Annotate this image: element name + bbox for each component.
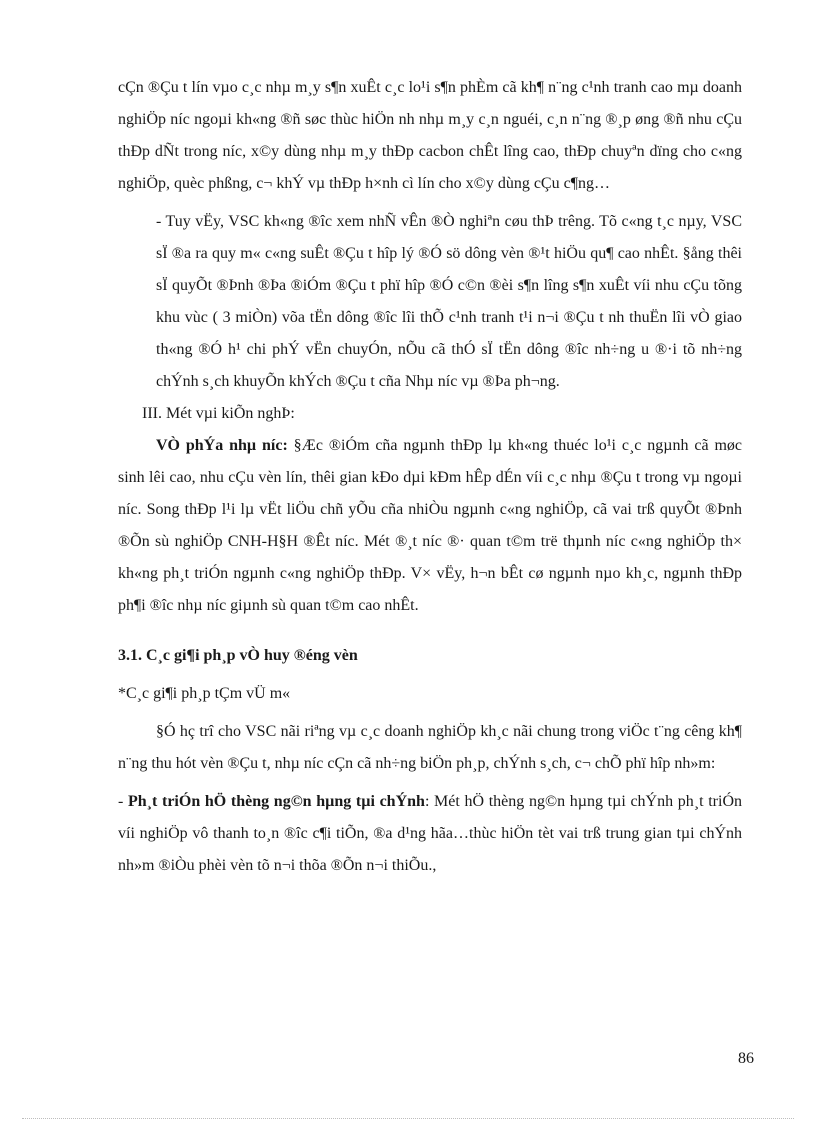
paragraph-2: - Tuy vËy, VSC kh«ng ®îc xem nhÑ vÊn ®Ò nghiªn cøu thÞ trêng. Tõ c«ng t¸c nµy, VSC sÏ ®a ra quy m« c«ng suÊt ®Çu t hîp lý ®Ó sö dông vèn ®¹t hiÖu qu¶ cao nhÊt. §ång thêi sÏ quyÕt ®Þnh ®Þa ®iÓm ®Çu t phï hîp ®Ó c©n ®èi s¶n lîng s¶n xuÊt víi nhu cÇu tõng khu vùc ( 3 miÒn) võa tËn dông ®îc lîi thÕ c¹nh tranh t¹i n¬i ®Çu t nh thuËn lîi vÒ giao th«ng ®Ó h¹ chi phÝ vËn chuyÓn, nÕu cã thÓ sÏ tËn dông ®îc nh÷ng u ®·i tõ nh÷ng chÝnh s¸ch khuyÕn khÝch ®Çu t cña Nhµ níc vµ ®Þa ph¬ng.	[156, 213, 742, 390]
paragraph-state	[118, 430, 742, 622]
paragraph-banking-lead: Ph¸t triÓn hÖ thèng ng©n hµng tµi chÝnh	[128, 793, 425, 810]
page-bottom-border	[22, 1118, 794, 1119]
paragraph-banking-text: : Mét hÖ thèng ng©n hµng tµi chÝnh ph¸t triÓn víi nghiÖp vô thanh to¸n ®îc c¶i tiÕn, ®a d¹ng hãa…thùc hiÖn tèt vai trß trung gian tµi chÝnh nh»m ®iÒu phèi vèn tõ n¬i thõa ®Õn n¬i thiÕu.,	[118, 793, 742, 874]
section-heading-3-1: 3.1. C¸c gi¶i ph¸p vÒ huy ®éng vèn	[118, 647, 358, 664]
body-text	[118, 72, 742, 882]
paragraph-banking	[118, 786, 742, 882]
page-number: 86	[738, 1050, 754, 1067]
section-heading-iii: III. Mét vµi kiÕn nghÞ:	[142, 405, 295, 422]
paragraph-banking-prefix: -	[118, 793, 128, 810]
paragraph-support: §Ó hç trî cho VSC nãi riªng vµ c¸c doanh nghiÖp kh¸c nãi chung trong viÖc t¨ng cêng kh¶ n¨ng thu hót vèn ®Çu t, nhµ níc cÇn cã nh÷ng biÖn ph¸p, chÝnh s¸ch, c¬ chÕ phï hîp nh»m:	[118, 723, 742, 772]
paragraph-state-lead: VÒ phÝa nhµ níc:	[156, 437, 288, 454]
subheading-macro: *C¸c gi¶i ph¸p tÇm vÜ m«	[118, 685, 291, 702]
paragraph-state-text: §Æc ®iÓm cña ngµnh thÐp lµ kh«ng thuéc lo¹i c¸c ngµnh cã møc sinh lêi cao, nhu cÇu vèn lín, thêi gian kÐo dµi kÐm hÊp dÉn víi c¸c nhµ ®Çu t trong vµ ngoµi níc. Song thÐp l¹i lµ vËt liÖu chñ yÕu cña nhiÒu ngµnh c«ng nghiÖp, cã vai trß quyÕt ®Þnh ®Õn sù nghiÖp CNH-H§H ®Êt níc. Mét ®¸t níc ®· quan t©m trë thµnh níc c«ng nghiÖp th× kh«ng ph¸t triÓn ngµnh c«ng nghiÖp thÐp. V× vËy, h¬n bÊt cø ngµnh nµo kh¸c, ngµnh thÐp ph¶i ®îc nhµ níc giµnh sù quan t©m cao nhÊt.	[118, 437, 742, 614]
paragraph-1: cÇn ®Çu t lín vµo c¸c nhµ m¸y s¶n xuÊt c¸c lo¹i s¶n phÈm cã kh¶ n¨ng c¹nh tranh cao mµ doanh nghiÖp níc ngoµi kh«ng ®ñ søc thùc hiÖn nh nhµ m¸y c¸n nguéi, c¸n n¨ng ®¸p øng ®ñ nhu cÇu thÐp dÑt trong níc, x©y dùng nhµ m¸y thÐp cacbon chÊt lîng cao, thÐp chuyªn dïng cho c«ng nghiÖp, quèc phßng, c¬ khÝ vµ thÐp h×nh cì lín cho x©y dùng cÇu c¶ng…	[118, 79, 742, 192]
